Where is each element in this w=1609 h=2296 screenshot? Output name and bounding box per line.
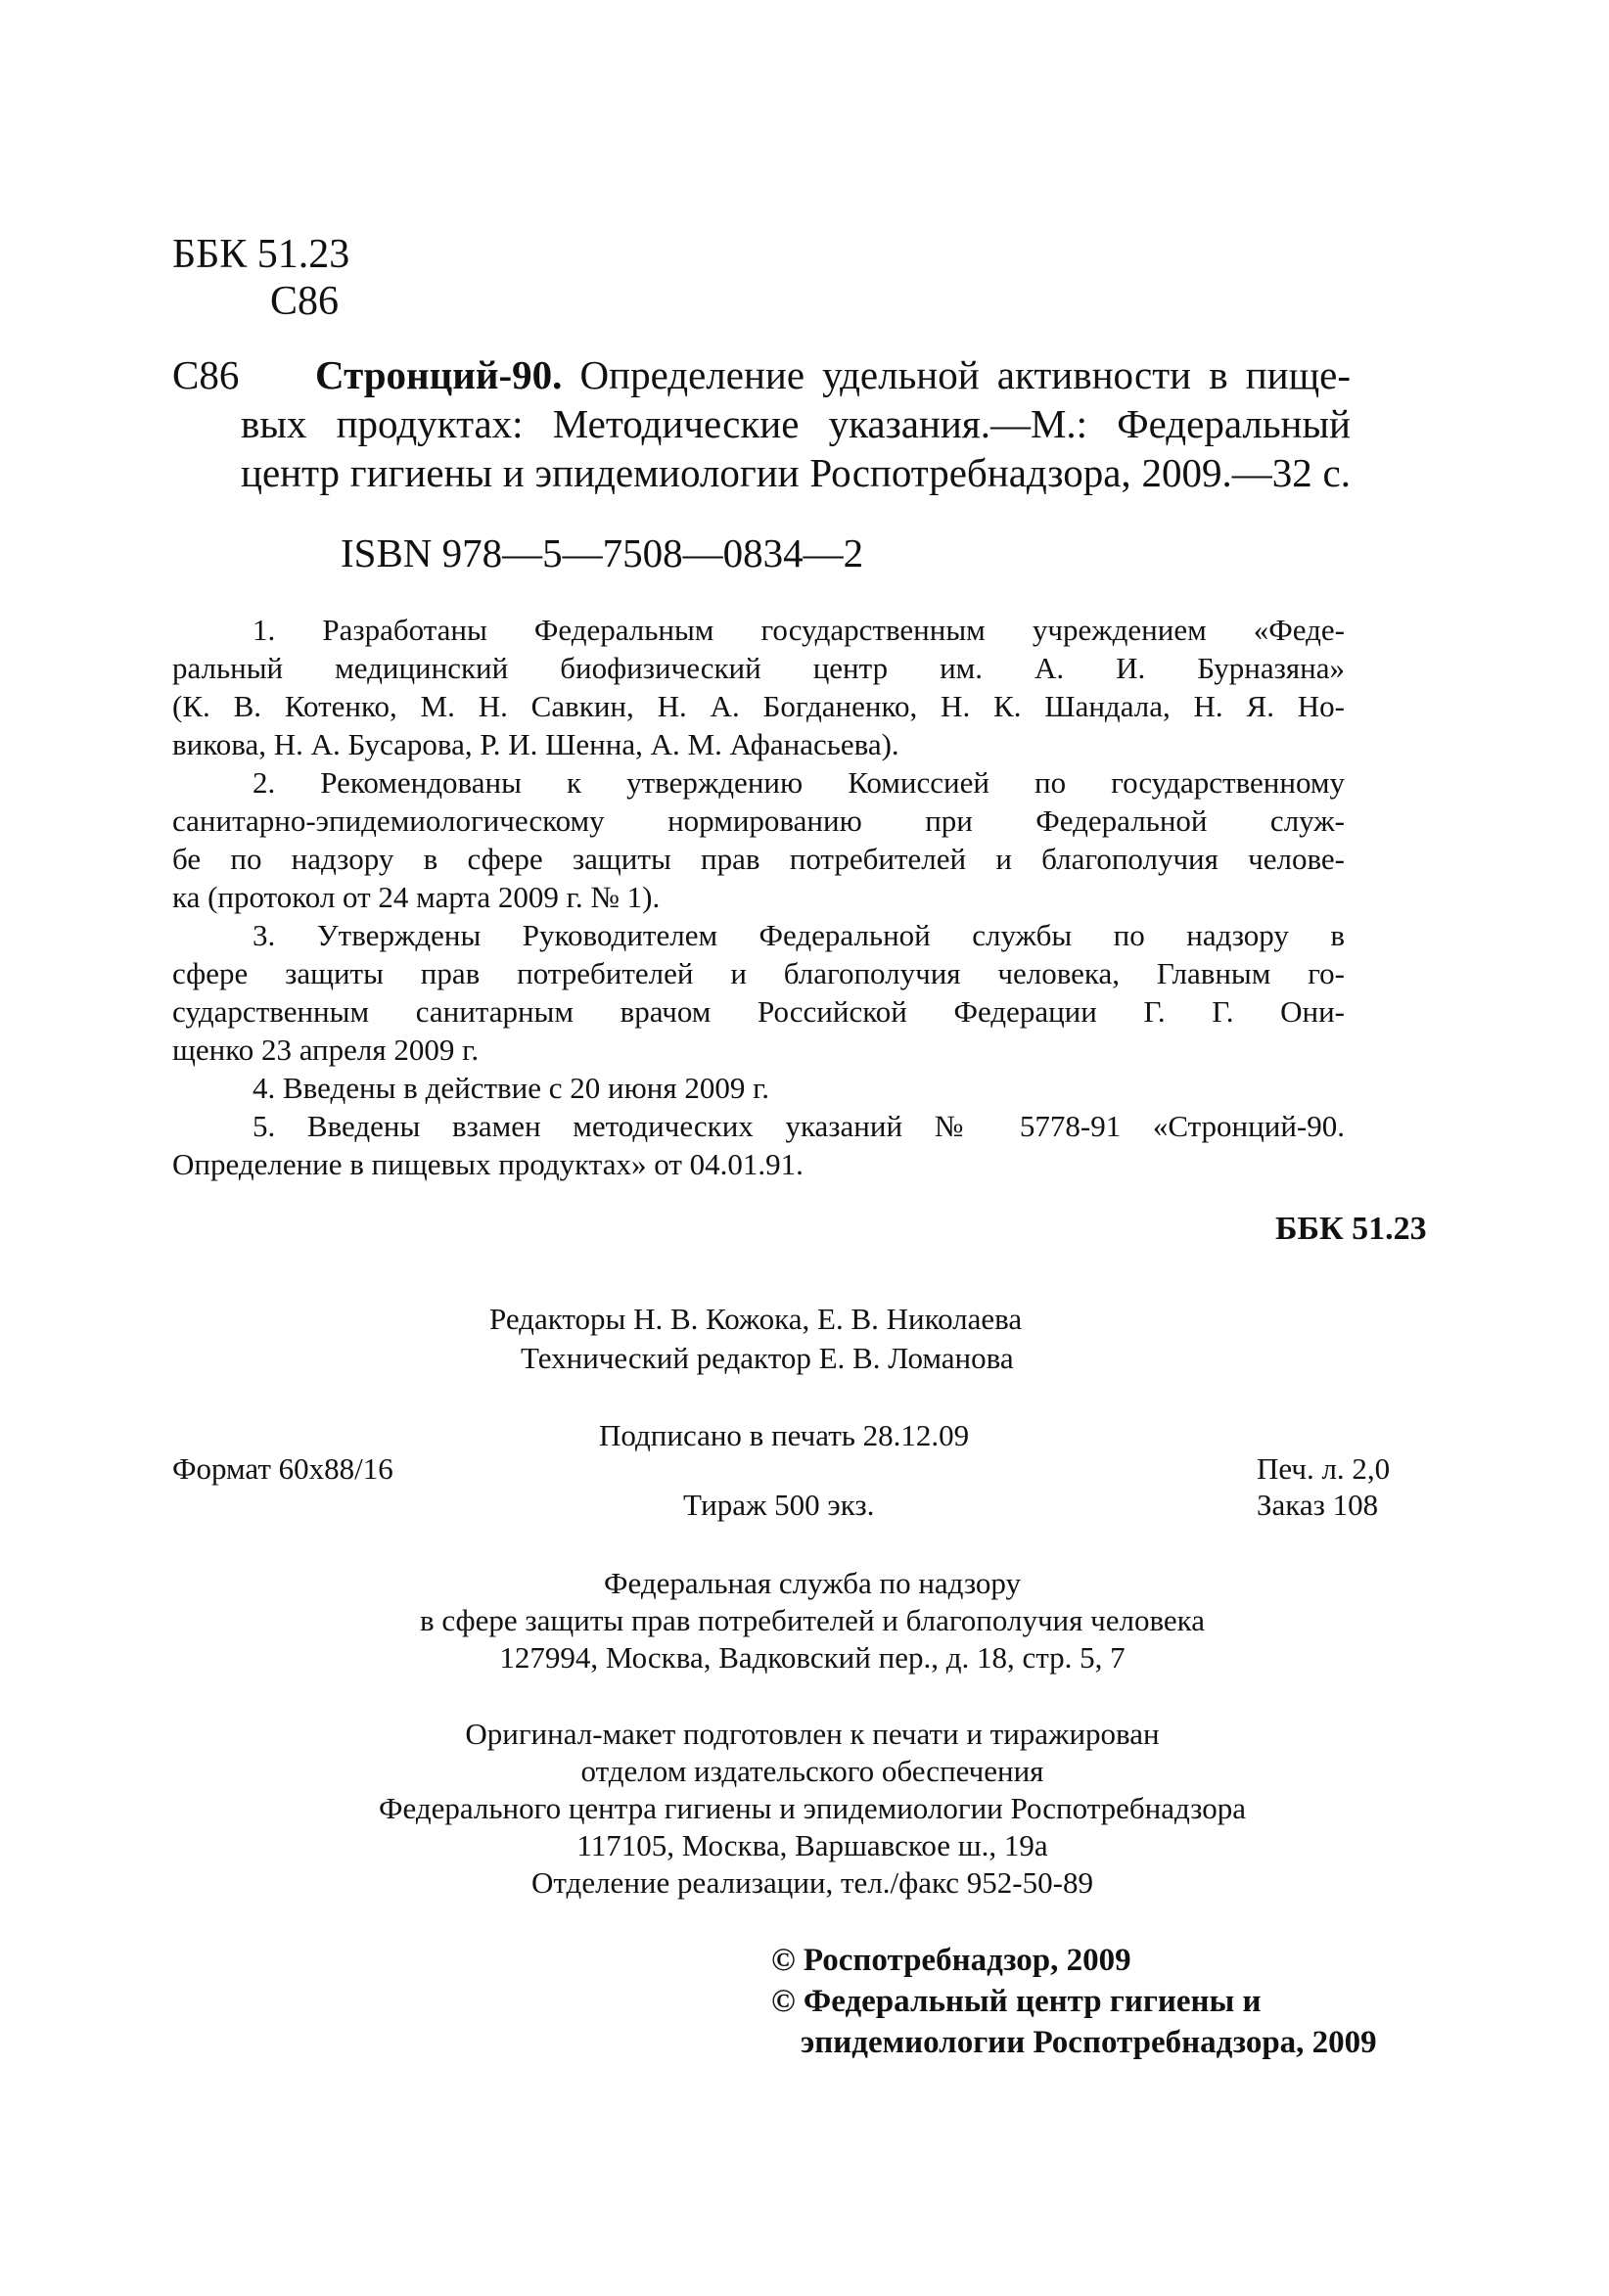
printer-line-4: 117105, Москва, Варшавское ш., 19а [576, 1828, 1048, 1862]
note-line: санитарно-эпидемиологическому нормированию при Федеральной служ- [172, 804, 1345, 838]
tech-editor-line: Технический редактор Е. В. Ломанова [521, 1341, 1014, 1375]
note-line: 5. Введены взамен методических указаний № 5778-91 «Стронций-90. [253, 1109, 1345, 1143]
signed-date: Подписано в печать 28.12.09 [599, 1418, 970, 1452]
entry-sign: С86 [172, 352, 240, 397]
printer-line-3: Федерального центра гигиены и эпидемиологии Роспотребнадзора [379, 1791, 1246, 1825]
printer-line-1: Оригинал-макет подготовлен к печати и тиражирован [465, 1717, 1160, 1751]
note-line: Определение в пищевых продуктах» от 04.01.91. [172, 1147, 804, 1181]
entry-line-2: вых продуктах: Методические указания.—М.: Федеральный [241, 401, 1351, 446]
copyright-line-2: © Федеральный центр гигиены и [771, 1984, 1262, 2019]
publisher-line-3: 127994, Москва, Вадковский пер., д. 18, стр. 5, 7 [499, 1640, 1126, 1675]
print-sheets: Печ. л. 2,0 [1257, 1451, 1391, 1486]
publisher-line-1: Федеральная служба по надзору [604, 1566, 1021, 1600]
author-sign: С86 [270, 279, 340, 324]
note-line: (К. В. Котенко, М. Н. Савкин, Н. А. Богданенко, Н. К. Шандала, Н. Я. Но- [172, 689, 1345, 723]
entry-line-3: центр гигиены и эпидемиологии Роспотребнадзора, 2009.—32 с. [241, 450, 1351, 495]
print-run: Тираж 500 экз. [683, 1488, 875, 1522]
isbn: ISBN 978—5—7508—0834—2 [341, 530, 864, 575]
copyright-line-3: эпидемиологии Роспотребнадзора, 2009 [801, 2025, 1377, 2060]
copyright-line-1: © Роспотребнадзор, 2009 [771, 1943, 1131, 1978]
entry-title: Стронций-90. [315, 352, 563, 397]
note-line: щенко 23 апреля 2009 г. [172, 1033, 480, 1067]
printer-line-5: Отделение реализации, тел./факс 952-50-89 [531, 1865, 1093, 1900]
format: Формат 60х88/16 [172, 1451, 393, 1486]
entry-line-1 [315, 350, 1351, 399]
note-line: бе по надзору в сфере защиты прав потребителей и благополучия челове- [172, 842, 1345, 876]
note-line: викова, Н. А. Бусарова, Р. И. Шенна, А. М. Афанасьева). [172, 727, 899, 761]
publisher-line-2: в сфере защиты прав потребителей и благополучия человека [419, 1603, 1206, 1637]
note-line: сфере защиты прав потребителей и благополучия человека, Главным го- [172, 956, 1345, 990]
note-line: 2. Рекомендованы к утверждению Комиссией по государственному [253, 765, 1345, 800]
printer-line-2: отделом издательского обеспечения [580, 1754, 1044, 1788]
bbk-bottom: ББК 51.23 [1275, 1211, 1427, 1247]
note-line: 4. Введены в действие с 20 июня 2009 г. [253, 1071, 770, 1105]
notes-block [172, 611, 1345, 1183]
order-number: Заказ 108 [1257, 1488, 1379, 1522]
note-line: ральный медицинский биофизический центр им. А. И. Бурназяна» [172, 651, 1345, 685]
note-line: 1. Разработаны Федеральным государственным учреждением «Феде- [253, 613, 1345, 647]
entry-title-rest: Определение удельной активности в пище- [562, 352, 1351, 397]
note-line: 3. Утверждены Руководителем Федеральной службы по надзору в [253, 918, 1345, 952]
editors-line: Редакторы Н. В. Кожока, Е. В. Николаева [489, 1302, 1023, 1336]
note-line: ка (протокол от 24 марта 2009 г. № 1). [172, 880, 661, 914]
note-line: сударственным санитарным врачом Российской Федерации Г. Г. Они- [172, 994, 1345, 1029]
bbk-code: ББК 51.23 [172, 232, 350, 277]
